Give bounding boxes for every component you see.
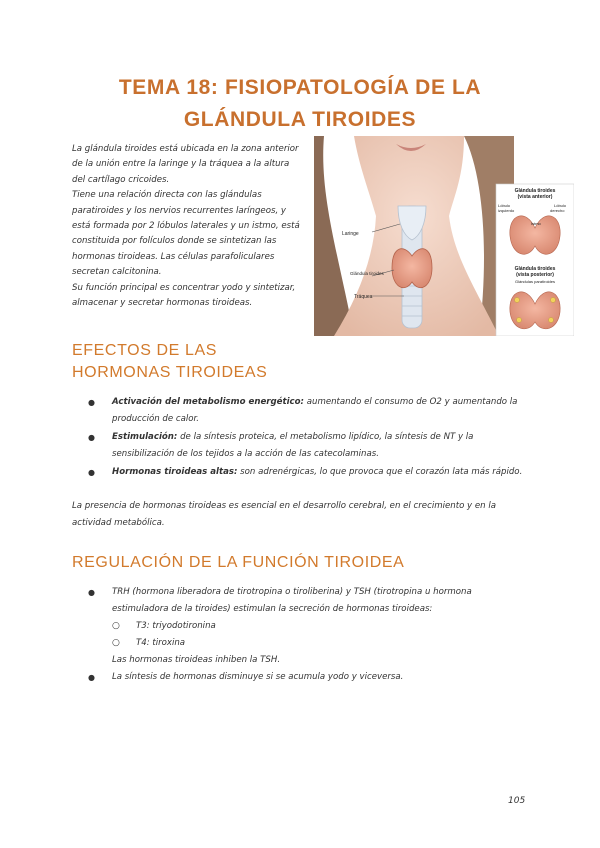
list-note: Las hormonas tiroideas inhiben la TSH. (112, 655, 281, 665)
intro-paragraph-3: Su función principal es concentrar yodo y sintetizar, almacenar y secretar hormonas tiroideas. (72, 282, 296, 309)
list-item: ● Activación del metabolismo energético: aumentando el consumo de O2 y aumentando la producción de calor. (88, 394, 524, 428)
sub-list-item: ○ T4: tiroxina (112, 635, 528, 652)
anterior-title-2: (vista anterior) (517, 194, 553, 200)
sub-list-item: ○ T3: triyodotironina (112, 618, 528, 635)
label-istmo: Istmo (531, 221, 541, 226)
label-lobulo-izq-2: izquierdo (498, 208, 515, 213)
label-laringe: Laringe (342, 231, 359, 237)
list-item: ● La síntesis de hormonas disminuye si se acumula yodo y viceversa. (88, 669, 528, 686)
thyroid-illustration (314, 136, 574, 336)
label-lobulo-der-1: Lóbulo (554, 203, 567, 208)
section-heading-efectos (72, 340, 267, 384)
section-heading-regulacion: REGULACIÓN DE LA FUNCIÓN TIROIDEA (72, 554, 405, 571)
anterior-title-1: Glándula tiroides (514, 188, 556, 194)
label-paratiroides: Glándulas paratiroides (514, 279, 556, 284)
page-title-line-2: GLÁNDULA TIROIDES (183, 108, 417, 131)
list-item: ● Hormonas tiroideas altas: son adrenérgicas, lo que provoca que el corazón lata más rápido. (88, 464, 524, 481)
posterior-title-2: (vista posterior) (516, 272, 554, 278)
efectos-list (88, 394, 524, 482)
regulacion-item-1: TRH (hormona liberadora de tirotropina o tiroliberina) y TSH (tirotropina u hormona estimuladora de la tiroides) estimulan la secreción de hormonas tiroideas: (112, 587, 472, 614)
intro-text (72, 142, 304, 311)
label-traquea: Tráquea (354, 294, 373, 300)
thyroid-anatomy-figure (314, 136, 574, 336)
label-glandula-tiroides: Glándula tiroides (350, 271, 384, 276)
regulacion-list (88, 584, 528, 686)
efectos-heading-line-2: HORMONAS TIROIDEAS (72, 364, 268, 381)
sub-list (112, 618, 528, 652)
list-item (88, 584, 528, 652)
intro-paragraph-2: Tiene una relación directa con las glándulas paratiroides y los nervios recurrentes laríngeos, y está formada por 2 lóbulos laterales y un istmo, está constituida por folículos donde se sintetizan las hormonas tiroideas. Las células parafoliculares secretan calcitonina. (72, 190, 300, 278)
label-lobulo-izq-1: Lóbulo (498, 203, 511, 208)
efectos-heading-line-1: EFECTOS DE LAS (72, 342, 218, 359)
label-lobulo-der-2: derecho (550, 208, 565, 213)
page-number: 105 (508, 796, 526, 806)
page-title-line-1: TEMA 18: FISIOPATOLOGÍA DE LA (118, 76, 482, 99)
list-item: ● Estimulación: de la síntesis proteica, el metabolismo lipídico, la síntesis de NT y la sensibilización de los tejidos a la acción de las catecolaminas. (88, 429, 524, 463)
body-paragraph: La presencia de hormonas tiroideas es esencial en el desarrollo cerebral, en el crecimiento y en la actividad metabólica. (72, 501, 496, 528)
intro-paragraph-1: La glándula tiroides está ubicada en la zona anterior de la unión entre la laringe y la tráquea a la altura del cartílago cricoides. (72, 144, 299, 185)
posterior-title-1: Glándula tiroides (514, 266, 556, 272)
